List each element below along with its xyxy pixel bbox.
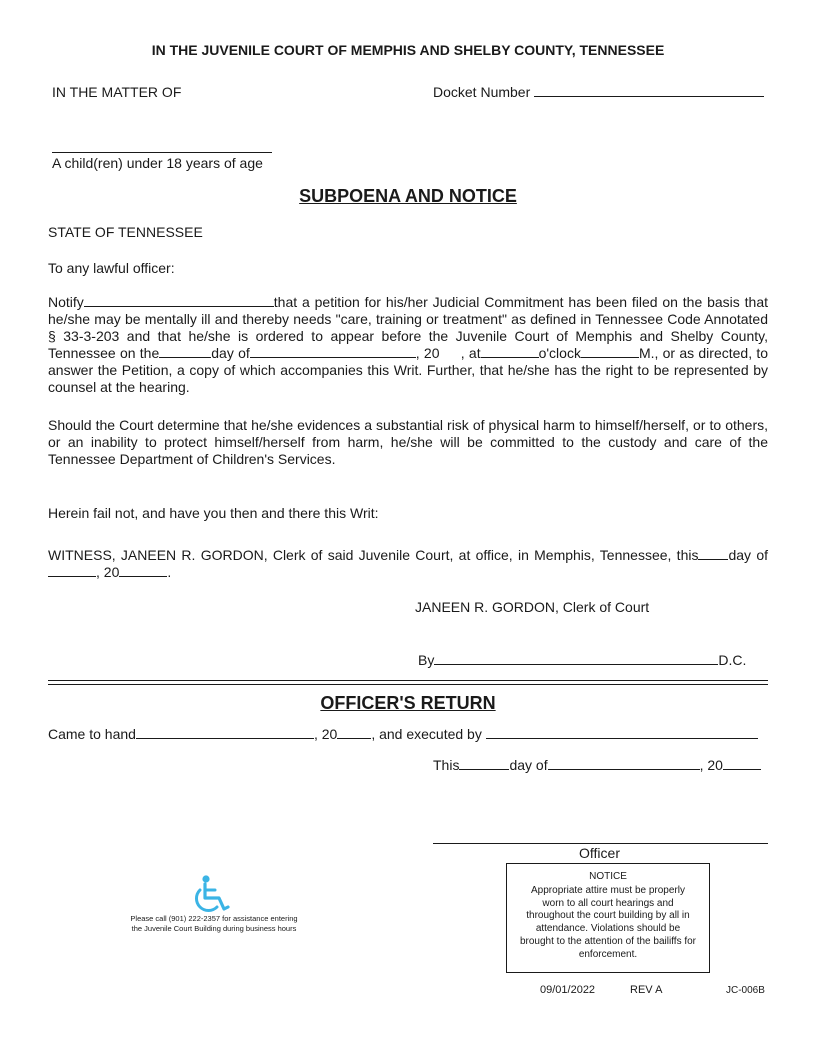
matter-label: IN THE MATTER OF [52, 84, 182, 100]
came-to-hand-date-blank[interactable] [136, 726, 314, 739]
witness-year-blank[interactable] [119, 564, 167, 577]
came-to-hand-line [48, 726, 758, 742]
docket-label: Docket Number [433, 84, 531, 100]
accessibility-text: Please call (901) 222-2357 for assistance entering the Juvenile Court Building during business hours [130, 914, 298, 933]
notify-paragraph [48, 294, 768, 396]
witness-year-text: , 20 [96, 564, 120, 580]
state-label: STATE OF TENNESSEE [48, 224, 203, 240]
officer-signature-blank[interactable] [433, 843, 768, 844]
executed-by-blank[interactable] [486, 726, 758, 739]
subpoena-title: SUBPOENA AND NOTICE [299, 186, 517, 206]
witness-of-text: of [756, 547, 768, 563]
divider-top [48, 680, 768, 681]
return-year2-text: , 20 [699, 757, 723, 773]
hearing-day-blank[interactable] [159, 345, 211, 358]
greeting: To any lawful officer: [48, 260, 175, 276]
by-label: By [418, 652, 435, 668]
witness-paragraph [48, 547, 768, 581]
docket-field [433, 84, 764, 100]
this-day-line [433, 757, 761, 773]
return-year2-blank[interactable] [723, 757, 761, 770]
form-date: 09/01/2022 [540, 984, 596, 996]
wheelchair-icon [190, 874, 236, 916]
hearing-ampm-blank[interactable] [581, 345, 639, 358]
answer-text: M., or as directed, to answer the Petition, a copy of which accompanies this Writ. Further, that he/she has the right to be represented by counsel at the hearing. [48, 345, 769, 395]
deputy-clerk-blank[interactable] [434, 652, 718, 665]
child-label: A child(ren) under 18 years of age [52, 155, 263, 171]
child-name-blank[interactable] [52, 152, 272, 153]
hearing-hour-blank[interactable] [481, 345, 539, 358]
form-revision: REV A [630, 984, 663, 996]
court-title: IN THE JUVENILE COURT OF MEMPHIS AND SHELBY COUNTY, TENNESSEE [151, 42, 665, 58]
day-of-label: day of [509, 757, 548, 773]
hearing-month-blank[interactable] [250, 345, 416, 358]
notice-box [506, 863, 710, 973]
return-day-blank[interactable] [459, 757, 509, 770]
return-month-blank[interactable] [548, 757, 700, 770]
dc-label: D.C. [718, 652, 747, 668]
by-line [418, 652, 746, 668]
notice-body: Appropriate attire must be properly worn to all court hearings and throughout the court building by all in attendance. Violations should be brought to the attention of the bailiffs for enforcement. [519, 884, 697, 960]
came-to-hand-label: Came to hand [48, 726, 136, 742]
witness-month-blank[interactable] [48, 564, 96, 577]
witness-day-text: day [728, 547, 752, 563]
return-year-text: , 20 [313, 726, 338, 742]
notice-title: NOTICE [589, 871, 627, 882]
witness-day-blank[interactable] [698, 547, 728, 560]
notify-name-blank[interactable] [84, 294, 274, 307]
divider-bottom [48, 684, 768, 685]
officer-label: Officer [579, 845, 620, 861]
executed-by-label: , and executed by [371, 726, 482, 742]
officers-return-title: OFFICER'S RETURN [320, 693, 496, 713]
at-text: , at [460, 345, 481, 361]
year-text: , 20 [415, 345, 440, 361]
witness-text: WITNESS, JANEEN R. GORDON, Clerk of said Juvenile Court, at office, in Memphis, Tennessee, this [48, 547, 699, 563]
witness-end: . [167, 564, 172, 580]
docket-number-blank[interactable] [534, 84, 764, 97]
oclock-text: o'clock [538, 345, 581, 361]
petition-text: that a petition for his/her Judicial Commitment has been filed on the basis that he/she may be mentally ill and thereby needs "care, training or treatment" as defined in Tennessee Code Annotated § 33-3-203 and that he/she is ordered to appear before the Juvenile Court of Memphis and Shelby County, Tennessee on the [48, 294, 768, 361]
clerk-name: JANEEN R. GORDON, Clerk of Court [415, 599, 650, 615]
form-id: JC-006B [726, 985, 765, 996]
this-label: This [433, 757, 460, 773]
notify-word: Notify [48, 294, 84, 310]
day-of-text: day of [211, 345, 250, 361]
commitment-paragraph: Should the Court determine that he/she evidences a substantial risk of physical harm to himself/herself, or to others, or an inability to protect himself/herself from harm, he/she will be committed to the custody and care of the Tennessee Department of Children's Services. [48, 417, 768, 467]
return-year-blank[interactable] [337, 726, 371, 739]
herein-text: Herein fail not, and have you then and there this Writ: [48, 505, 379, 521]
